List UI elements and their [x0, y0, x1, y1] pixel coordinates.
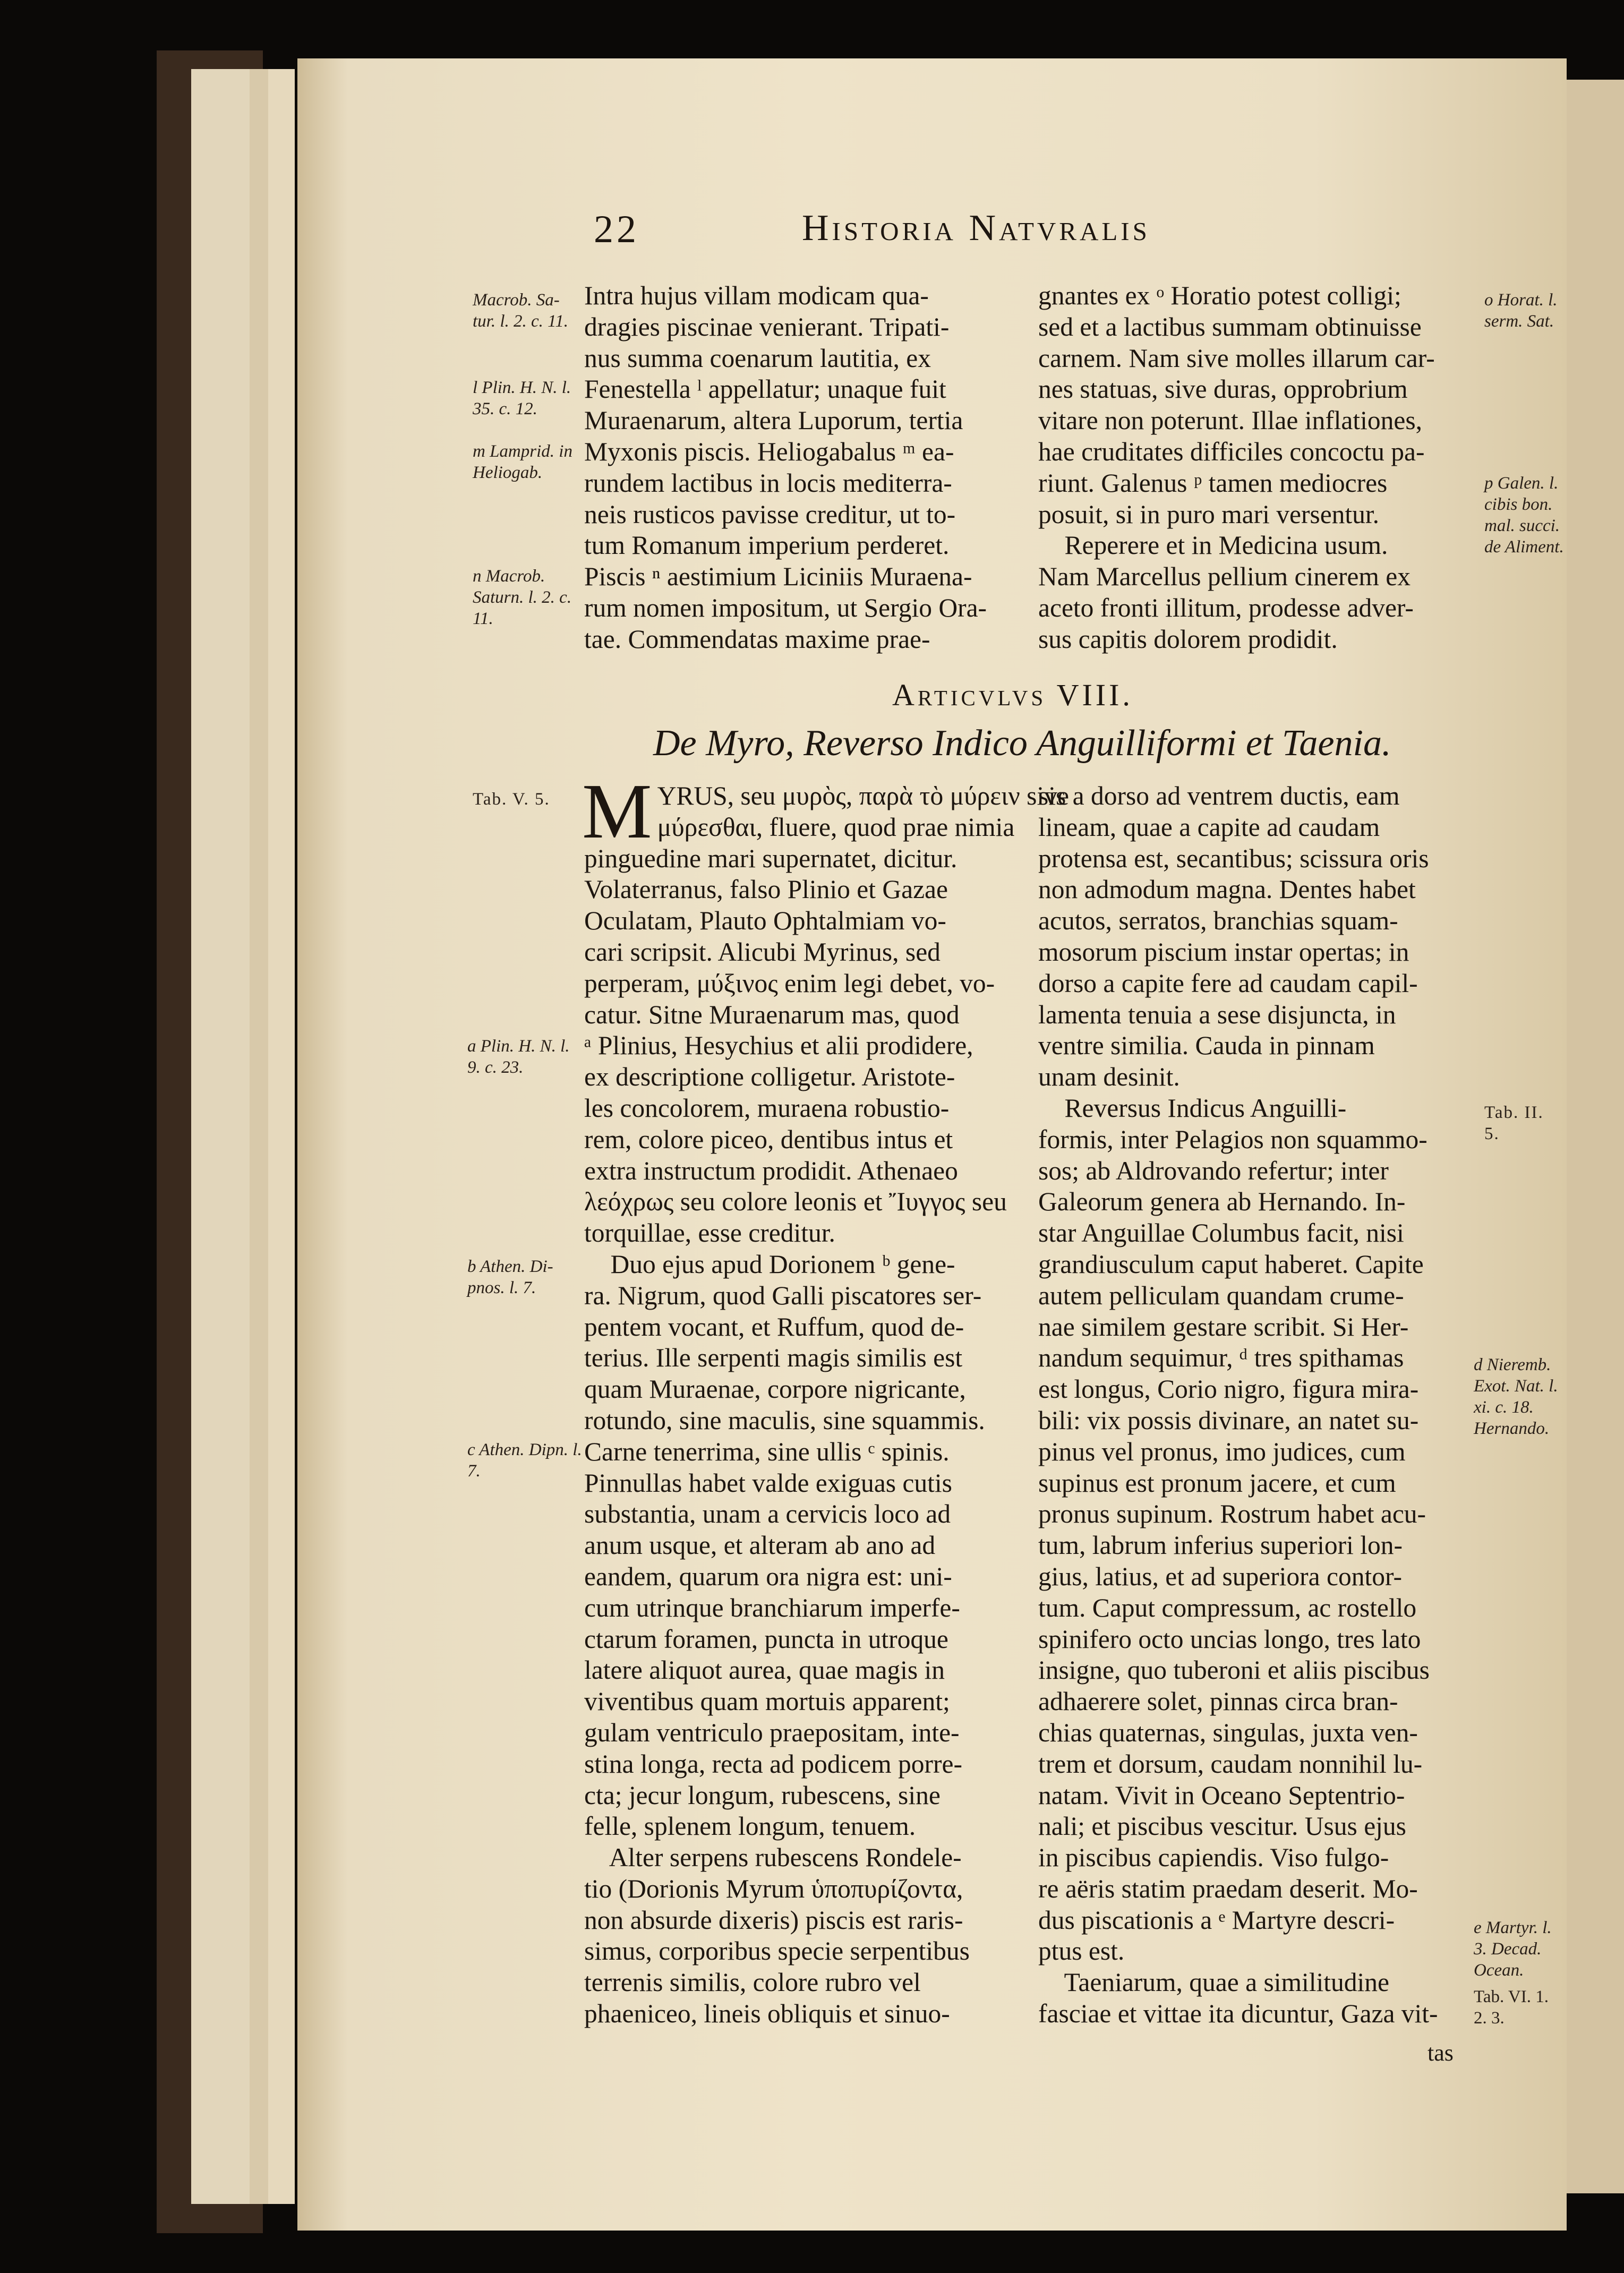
text-line: sos; ab Aldrovando refertur; inter — [1038, 1156, 1389, 1185]
text-line: les concolorem, muraena robustio- — [584, 1093, 950, 1123]
text-line: Muraenarum, altera Luporum, tertia — [584, 406, 963, 435]
margin-note: Macrob. Sa- tur. l. 2. c. 11. — [473, 290, 568, 331]
text-line: ctarum foramen, puncta in utroque — [584, 1624, 948, 1654]
text-line: insigne, quo tuberoni et aliis piscibus — [1038, 1655, 1430, 1685]
text-line: eandem, quarum ora nigra est: uni- — [584, 1561, 952, 1591]
text-line: Alter serpens rubescens Rondele- — [584, 1843, 962, 1873]
text-line: trem et dorsum, caudam nonnihil lu- — [1038, 1749, 1423, 1779]
text-line: Piscis ⁿ aestimium Liciniis Muraena- — [584, 562, 972, 592]
text-line: aceto fronti illitum, prodesse adver- — [1038, 593, 1414, 622]
text-line: phaeniceo, lineis obliquis et sinuo- — [584, 1999, 950, 2029]
text-line: rotundo, sine maculis, sine squammis. — [584, 1405, 985, 1435]
text-line: rundem lactibus in locis mediterra- — [584, 468, 952, 498]
text-line: Taeniarum, quae a similitudine — [1038, 1968, 1389, 1997]
text-line: dorso a capite fere ad caudam capil- — [1038, 968, 1418, 998]
text-line: tum Romanum imperium perderet. — [584, 531, 950, 560]
page-edges — [268, 69, 295, 2204]
text-line: acutos, serratos, branchias squam- — [1038, 906, 1398, 936]
text-line: formis, inter Pelagios non squammo- — [1038, 1124, 1428, 1154]
text-line: posuit, si in puro mari versentur. — [1038, 499, 1380, 529]
text-line: dus piscationis a ᵉ Martyre descri- — [1038, 1905, 1395, 1935]
page-number: 22 — [594, 208, 639, 251]
text-line: Reperere et in Medicina usum. — [1038, 531, 1388, 560]
text-line: Pinnullas habet valde exiguas cutis — [584, 1468, 952, 1498]
text-line: adhaerere solet, pinnas circa bran- — [1038, 1687, 1398, 1716]
right-body-column — [1038, 781, 1478, 2030]
text-line: ᵃ Plinius, Hesychius et alii prodidere, — [584, 1031, 973, 1061]
text-line: supinus est pronum jacere, et cum — [1038, 1468, 1396, 1498]
margin-note: b Athen. Di- pnos. l. 7. — [467, 1257, 553, 1297]
text-line: latere aliquot aurea, quae magis in — [584, 1655, 945, 1685]
text-line: in piscibus capiendis. Viso fulgo- — [1038, 1843, 1389, 1873]
text-line: torquillae, esse creditur. — [584, 1218, 835, 1248]
text-line: stina longa, recta ad podicem porre- — [584, 1749, 962, 1779]
text-line: gius, latius, et ad superiora contor- — [1038, 1561, 1402, 1591]
text-line: non absurde dixeris) piscis est raris- — [584, 1905, 963, 1935]
text-line: cta; jecur longum, rubescens, sine — [584, 1780, 941, 1810]
text-line: λεόχρως seu colore leonis et Ἴυγγος seu — [584, 1187, 1007, 1217]
text-line: autem pelliculam quandam crume- — [1038, 1280, 1404, 1310]
text-line: cari scripsit. Alicubi Myrinus, sed — [584, 937, 941, 967]
text-line: ex descriptione colligetur. Aristote- — [584, 1062, 955, 1092]
text-line: quam Muraenae, corpore nigricante, — [584, 1374, 966, 1404]
text-line: Duo ejus apud Dorionem ᵇ gene- — [584, 1249, 955, 1279]
top-right-column — [1038, 280, 1478, 655]
margin-note: m Lamprid. in Heliogab. — [473, 442, 572, 482]
text-line: Carne tenerrima, sine ullis ᶜ spinis. — [584, 1437, 950, 1466]
text-line: gulam ventriculo praepositam, inte- — [584, 1717, 960, 1747]
text-line: YRUS, seu μυρὸς, παρὰ τὸ μύρειν sive — [657, 781, 1069, 810]
text-line: Oculatam, Plauto Ophtalmiam vo- — [584, 906, 946, 936]
text-line: bili: vix possis divinare, an natet su- — [1038, 1405, 1419, 1435]
text-line: substantia, unam a cervicis loco ad — [584, 1499, 951, 1529]
text-line: tio (Dorionis Myrum ὑποπυρίζοντα, — [584, 1874, 963, 1903]
text-line: star Anguillae Columbus facit, nisi — [1038, 1218, 1404, 1248]
text-line: chias quaternas, singulas, juxta ven- — [1038, 1717, 1418, 1747]
text-line: nes statuas, sive duras, opprobrium — [1038, 374, 1408, 404]
text-line: μύρεσθαι, fluere, quod prae nimia — [657, 812, 1015, 842]
text-line: terius. Ille serpenti magis similis est — [584, 1343, 963, 1373]
text-line: non admodum magna. Dentes habet — [1038, 875, 1416, 904]
text-line: grandiusculum caput haberet. Capite — [1038, 1249, 1424, 1279]
text-line: mosorum piscium instar opertas; in — [1038, 937, 1409, 967]
running-title: Historia Natvralis — [802, 208, 1150, 249]
text-line: Nam Marcellus pellium cinerem ex — [1038, 562, 1411, 592]
text-line: cum utrinque branchiarum imperfe- — [584, 1593, 960, 1622]
text-line: sis a dorso ad ventrem ductis, eam — [1038, 781, 1400, 810]
plate-reference: Tab. II. 5. — [1484, 1103, 1544, 1143]
margin-note: n Macrob. Saturn. l. 2. c. 11. — [473, 567, 572, 628]
text-line: natam. Vivit in Oceano Septentrio- — [1038, 1780, 1405, 1810]
text-line: tum. Caput compressum, ac rostello — [1038, 1593, 1417, 1622]
text-line: nae similem gestare scribit. Si Her- — [1038, 1312, 1409, 1341]
text-line: viventibus quam mortuis apparent; — [584, 1687, 950, 1716]
text-line: extra instructum prodidit. Athenaeo — [584, 1156, 958, 1185]
text-line: neis rusticos pavisse creditur, ut to- — [584, 499, 956, 529]
text-line: pentem vocant, et Ruffum, quod de- — [584, 1312, 964, 1341]
text-line: pinguedine mari supernatet, dicitur. — [584, 843, 958, 873]
margin-note: a Plin. H. N. l. 9. c. 23. — [467, 1037, 570, 1077]
text-line: unam desinit. — [1038, 1062, 1180, 1092]
text-line: re aëris statim praedam deserit. Mo- — [1038, 1874, 1418, 1903]
text-line: Volaterranus, falso Plinio et Gazae — [584, 875, 948, 904]
text-line: gnantes ex ᵒ Horatio potest colligi; — [1038, 281, 1401, 310]
text-line: carnem. Nam sive molles illarum car- — [1038, 343, 1435, 373]
text-line: sed et a lactibus summam obtinuisse — [1038, 312, 1422, 341]
plate-reference: Tab. VI. 1. 2. 3. — [1474, 1987, 1549, 2028]
article-heading: Articvlvs VIII. — [892, 678, 1133, 712]
text-line: sus capitis dolorem prodidit. — [1038, 624, 1338, 654]
margin-note: e Martyr. l. 3. Decad. Ocean. — [1474, 1918, 1552, 1980]
catchword: tas — [1428, 2040, 1454, 2066]
text-line: vitare non poterunt. Illae inflationes, — [1038, 406, 1423, 435]
text-line: lineam, quae a capite ad caudam — [1038, 812, 1380, 842]
margin-note: d Nieremb. Exot. Nat. l. xi. c. 18. Hernando. — [1474, 1355, 1558, 1438]
drop-capital: M — [582, 768, 652, 855]
text-line: anum usque, et alteram ab ano ad — [584, 1531, 936, 1560]
text-line: spinifero octo uncias longo, tres lato — [1038, 1624, 1421, 1654]
left-body-column — [582, 768, 1069, 2030]
text-line: pronus supinum. Rostrum habet acu- — [1038, 1499, 1426, 1529]
text-line: est longus, Corio nigro, figura mira- — [1038, 1374, 1419, 1404]
plate-reference: Tab. V. 5. — [473, 790, 550, 809]
text-line: tae. Commendatas maxime prae- — [584, 624, 930, 654]
text-line: ra. Nigrum, quod Galli piscatores ser- — [584, 1280, 982, 1310]
text-line: Reversus Indicus Anguilli- — [1038, 1093, 1347, 1123]
text-line: fasciae et vittae ita dicuntur, Gaza vit- — [1038, 1999, 1438, 2029]
text-line: simus, corporibus specie serpentibus — [584, 1936, 970, 1966]
text-line: felle, splenem longum, tenuem. — [584, 1811, 916, 1841]
top-left-column — [584, 280, 1030, 655]
text-line: Galeorum genera ab Hernando. In- — [1038, 1187, 1406, 1217]
text-line: Intra hujus villam modicam qua- — [584, 281, 929, 310]
text-line: perperam, μύξινος enim legi debet, vo- — [584, 968, 995, 998]
margin-note: c Athen. Dipn. l. 7. — [467, 1440, 582, 1481]
text-line: ptus est. — [1038, 1936, 1125, 1966]
text-line: hae cruditates difficiles concoctu pa- — [1038, 437, 1425, 466]
text-line: Fenestella ˡ appellatur; unaque fuit — [584, 374, 946, 404]
text-line: rum nomen impositum, ut Sergio Ora- — [584, 593, 987, 622]
facing-page-edge — [1567, 80, 1624, 2193]
text-line: dragies piscinae venierant. Tripati- — [584, 312, 950, 341]
article-subtitle: De Myro, Reverso Indico Anguilliformi et Taenia. — [653, 723, 1391, 764]
margin-note: l Plin. H. N. l. 35. c. 12. — [473, 378, 571, 418]
text-line: ventre similia. Cauda in pinnam — [1038, 1031, 1375, 1061]
text-line: pinus vel pronus, imo judices, cum — [1038, 1437, 1406, 1466]
text-line: nandum sequimur, ᵈ tres spithamas — [1038, 1343, 1404, 1373]
margin-note: o Horat. l. serm. Sat. — [1484, 290, 1558, 331]
text-line: Myxonis piscis. Heliogabalus ᵐ ea- — [584, 437, 954, 466]
text-line: nus summa coenarum lautitia, ex — [584, 343, 931, 373]
text-line: rem, colore piceo, dentibus intus et — [584, 1124, 953, 1154]
text-line: nali; et piscibus vescitur. Usus ejus — [1038, 1811, 1406, 1841]
text-line: terrenis similis, colore rubro vel — [584, 1968, 921, 1997]
text-line: catur. Sitne Muraenarum mas, quod — [584, 999, 960, 1029]
text-line: tum, labrum inferius superiori lon- — [1038, 1531, 1403, 1560]
text-line: protensa est, secantibus; scissura oris — [1038, 843, 1429, 873]
text-line: lamenta tenuia a sese disjuncta, in — [1038, 999, 1396, 1029]
margin-note: p Galen. l. cibis bon. mal. succi. de Aliment. — [1484, 474, 1564, 557]
text-line: riunt. Galenus ᵖ tamen mediocres — [1038, 468, 1388, 498]
